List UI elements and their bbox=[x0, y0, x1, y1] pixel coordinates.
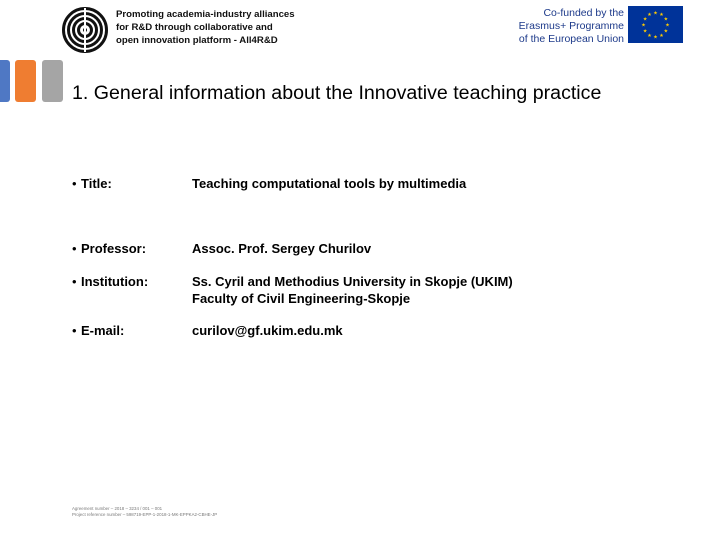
bullet-icon: • bbox=[72, 176, 77, 191]
institution-label-text: Institution: bbox=[81, 274, 149, 289]
project-name bbox=[116, 8, 326, 47]
svg-text:★: ★ bbox=[653, 10, 658, 17]
title-label-text: Title: bbox=[81, 176, 112, 191]
svg-text:★: ★ bbox=[647, 12, 652, 19]
svg-text:★: ★ bbox=[642, 16, 648, 23]
project-name-line-2: for R&D through collaborative and bbox=[116, 22, 273, 33]
svg-text:★: ★ bbox=[665, 22, 670, 29]
agreement-number: Agreement number – 2018 – 3234 / 001 – 001 bbox=[72, 506, 163, 511]
email-label-text: E-mail: bbox=[81, 323, 125, 338]
svg-text:★: ★ bbox=[642, 28, 648, 35]
decorative-bar-gray bbox=[42, 60, 63, 102]
decorative-bar-orange bbox=[15, 60, 36, 102]
svg-text:★: ★ bbox=[663, 28, 669, 35]
svg-text:★: ★ bbox=[659, 32, 664, 39]
project-name-line-3: open innovation platform - All4R&D bbox=[116, 35, 278, 46]
professor-value: Assoc. Prof. Sergey Churilov bbox=[192, 241, 372, 256]
professor-label-text: Professor: bbox=[81, 241, 147, 256]
email-value: curilov@gf.ukim.edu.mk bbox=[192, 323, 343, 338]
svg-text:★: ★ bbox=[641, 22, 646, 29]
bullet-icon: • bbox=[72, 323, 77, 338]
project-name-line-1: Promoting academia-industry alliances bbox=[116, 9, 295, 20]
institution-label bbox=[72, 273, 148, 290]
project-reference-number: Project reference number – 598719-EPP-1-2018-1-MK-EPPKA2-CBHE-JP bbox=[72, 512, 218, 517]
email-label bbox=[72, 322, 124, 339]
slide-title: 1. General information about the Innovative teaching practice bbox=[72, 82, 602, 104]
bullet-icon: • bbox=[72, 274, 77, 289]
institution-value-line-2: Faculty of Civil Engineering-Skopje bbox=[192, 291, 411, 306]
svg-text:★: ★ bbox=[663, 16, 669, 23]
concentric-circles-logo bbox=[62, 7, 108, 53]
cofund-line-1: Co-funded by the bbox=[543, 7, 624, 19]
professor-label bbox=[72, 240, 146, 257]
bullet-icon: • bbox=[72, 241, 77, 256]
cofund-line-2: Erasmus+ Programme bbox=[518, 20, 624, 32]
cofund-statement bbox=[508, 7, 624, 46]
svg-text:★: ★ bbox=[653, 34, 658, 41]
title-value: Teaching computational tools by multimedia bbox=[192, 176, 467, 191]
cofund-line-3: of the European Union bbox=[518, 33, 624, 45]
footer-agreement bbox=[72, 506, 217, 518]
institution-value-line-1: Ss. Cyril and Methodius University in Skopje (UKIM) bbox=[192, 274, 513, 289]
eu-flag-icon bbox=[628, 6, 683, 43]
svg-text:★: ★ bbox=[659, 12, 664, 19]
title-label bbox=[72, 175, 112, 192]
decorative-bar-blue bbox=[0, 60, 10, 102]
svg-text:★: ★ bbox=[647, 32, 652, 39]
